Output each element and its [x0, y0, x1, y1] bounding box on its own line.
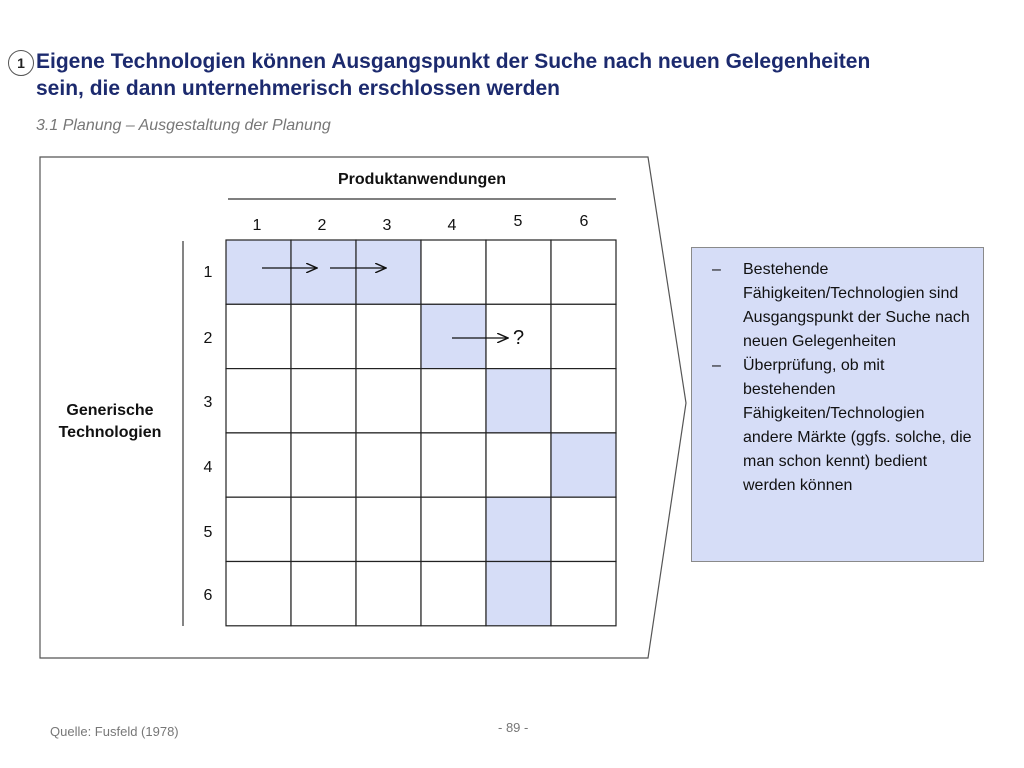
row-label-1: 1 — [203, 264, 213, 281]
matrix-cell — [356, 562, 421, 626]
matrix-cell — [551, 304, 616, 368]
matrix-cell-highlighted — [356, 240, 421, 304]
column-label-1: 1 — [252, 217, 262, 234]
matrix-cell — [486, 240, 551, 304]
column-label-5: 5 — [513, 213, 523, 230]
matrix-cell — [356, 497, 421, 561]
matrix-cell — [551, 562, 616, 626]
slide-number-badge: 1 — [8, 50, 34, 76]
matrix-cell — [486, 433, 551, 497]
question-mark: ? — [513, 327, 525, 349]
info-bullet-2 — [692, 354, 975, 498]
matrix-cell-highlighted — [226, 240, 291, 304]
matrix-cell — [291, 304, 356, 368]
matrix-cell — [226, 433, 291, 497]
matrix-cell — [421, 369, 486, 433]
row-label-4: 4 — [203, 459, 213, 476]
row-axis-title-line-1: Generische — [66, 402, 154, 419]
slide-subtitle: 3.1 Planung – Ausgestaltung der Planung — [36, 117, 331, 134]
info-bullet-text: Bestehende Fähigkeiten/Technologien sind Ausgangspunkt der Suche nach neuen Gelegenheiten — [743, 261, 970, 350]
column-label-3: 3 — [382, 217, 392, 234]
bullet-dash: – — [712, 261, 721, 278]
matrix-cell — [291, 562, 356, 626]
row-label-5: 5 — [203, 524, 213, 541]
page-number: - 89 - — [498, 720, 529, 735]
matrix-cell — [551, 497, 616, 561]
info-bullet-list — [692, 248, 983, 498]
column-label-2: 2 — [317, 217, 327, 234]
matrix-cell — [226, 369, 291, 433]
matrix-cell — [421, 562, 486, 626]
row-label-2: 2 — [203, 330, 213, 347]
matrix-cell — [421, 433, 486, 497]
matrix-cell — [551, 240, 616, 304]
row-label-3: 3 — [203, 394, 213, 411]
info-bullet-1 — [692, 258, 975, 354]
info-bullet-text: Überprüfung, ob mit bestehenden Fähigkeiten/Technologien andere Märkte (ggfs. solche, die man schon kennt) bedient werden können — [743, 357, 972, 494]
info-box — [691, 247, 984, 562]
matrix-cell — [291, 369, 356, 433]
matrix-cell-highlighted — [551, 433, 616, 497]
bullet-dash: – — [712, 357, 721, 374]
column-label-4: 4 — [447, 217, 457, 234]
matrix-cell-highlighted — [291, 240, 356, 304]
matrix-cell — [551, 369, 616, 433]
matrix-cell-highlighted — [486, 562, 551, 626]
matrix-cell — [356, 433, 421, 497]
column-axis-title: Produktanwendungen — [338, 171, 506, 188]
matrix-cell — [226, 497, 291, 561]
row-label-6: 6 — [203, 587, 213, 604]
row-axis-title — [42, 400, 178, 444]
matrix-cell — [226, 562, 291, 626]
matrix-cell-highlighted — [421, 304, 486, 368]
matrix-cell — [356, 369, 421, 433]
matrix-cell-highlighted — [486, 369, 551, 433]
source-note: Quelle: Fusfeld (1978) — [50, 724, 179, 739]
matrix-cell-highlighted — [486, 497, 551, 561]
matrix-cell — [291, 433, 356, 497]
matrix-cell — [421, 240, 486, 304]
matrix-cell — [291, 497, 356, 561]
slide-title-line-1: Eigene Technologien können Ausgangspunkt der Suche nach neuen Gelegenheiten — [36, 50, 871, 73]
slide-title-line-2: sein, die dann unternehmerisch erschlossen werden — [36, 77, 560, 100]
row-axis-title-line-2: Technologien — [58, 424, 162, 441]
matrix-cell — [356, 304, 421, 368]
matrix-cell — [421, 497, 486, 561]
matrix-cell — [226, 304, 291, 368]
matrix-grid — [226, 240, 616, 626]
column-label-6: 6 — [579, 213, 589, 230]
